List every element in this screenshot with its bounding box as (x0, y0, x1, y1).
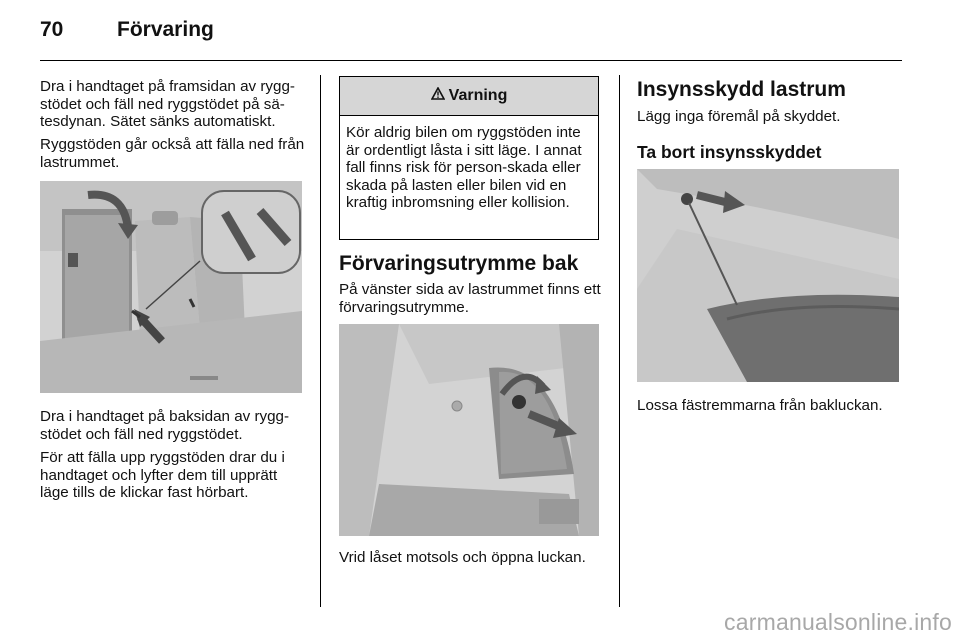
paragraph-fold-back: Dra i handtaget på baksidan av rygg-stödet och fäll ned ryggstödet. (40, 408, 290, 443)
paragraph-storage-intro: På vänster sida av lastrummet finns ett förvaringsutrymme. (339, 281, 601, 316)
warning-title: Varning (448, 87, 508, 104)
paragraph-raise-backrest: För att fälla upp ryggstöden drar du i handtaget och lyfter dem till upprätt läge tills de klickar fast hörbart. (40, 449, 285, 502)
caption-load-cover: Lossa fästremmarna från bakluckan. (637, 397, 883, 414)
section-title: Förvaring (117, 18, 214, 41)
storage-compartment-illustration (339, 324, 599, 536)
watermark: carmanualsonline.info (724, 609, 952, 635)
column-divider-right (619, 75, 620, 607)
warning-header (340, 77, 598, 116)
page-number: 70 (40, 18, 64, 41)
warning-box (339, 76, 599, 240)
heading-storage-rear: Förvaringsutrymme bak (339, 252, 579, 275)
paragraph-fold-from-trunk: Ryggstöden går också att fälla ned från lastrummet. (40, 136, 305, 171)
header-divider (40, 60, 902, 61)
load-cover-illustration (637, 169, 899, 382)
warning-text: Kör aldrig bilen om ryggstöden inte är ordentligt låsta i sitt läge. I annat fall finns risk för person-skada eller skada på lasten eller bilen vid en kraftig inbromsning eller kollision. (346, 124, 582, 212)
subheading-remove-cover: Ta bort insynsskyddet (637, 142, 822, 162)
paragraph-load-cover-intro: Lägg inga föremål på skyddet. (637, 108, 841, 125)
warning-triangle-icon (431, 87, 445, 105)
paragraph-fold-front: Dra i handtaget på framsidan av rygg-stödet och fäll ned ryggstödet på sä-tesdynan. Sätet sänks automatiskt. (40, 78, 295, 131)
heading-load-cover: Insynsskydd lastrum (637, 78, 846, 101)
seat-fold-illustration (40, 181, 302, 393)
caption-storage: Vrid låset motsols och öppna luckan. (339, 549, 586, 566)
column-divider-left (320, 75, 321, 607)
